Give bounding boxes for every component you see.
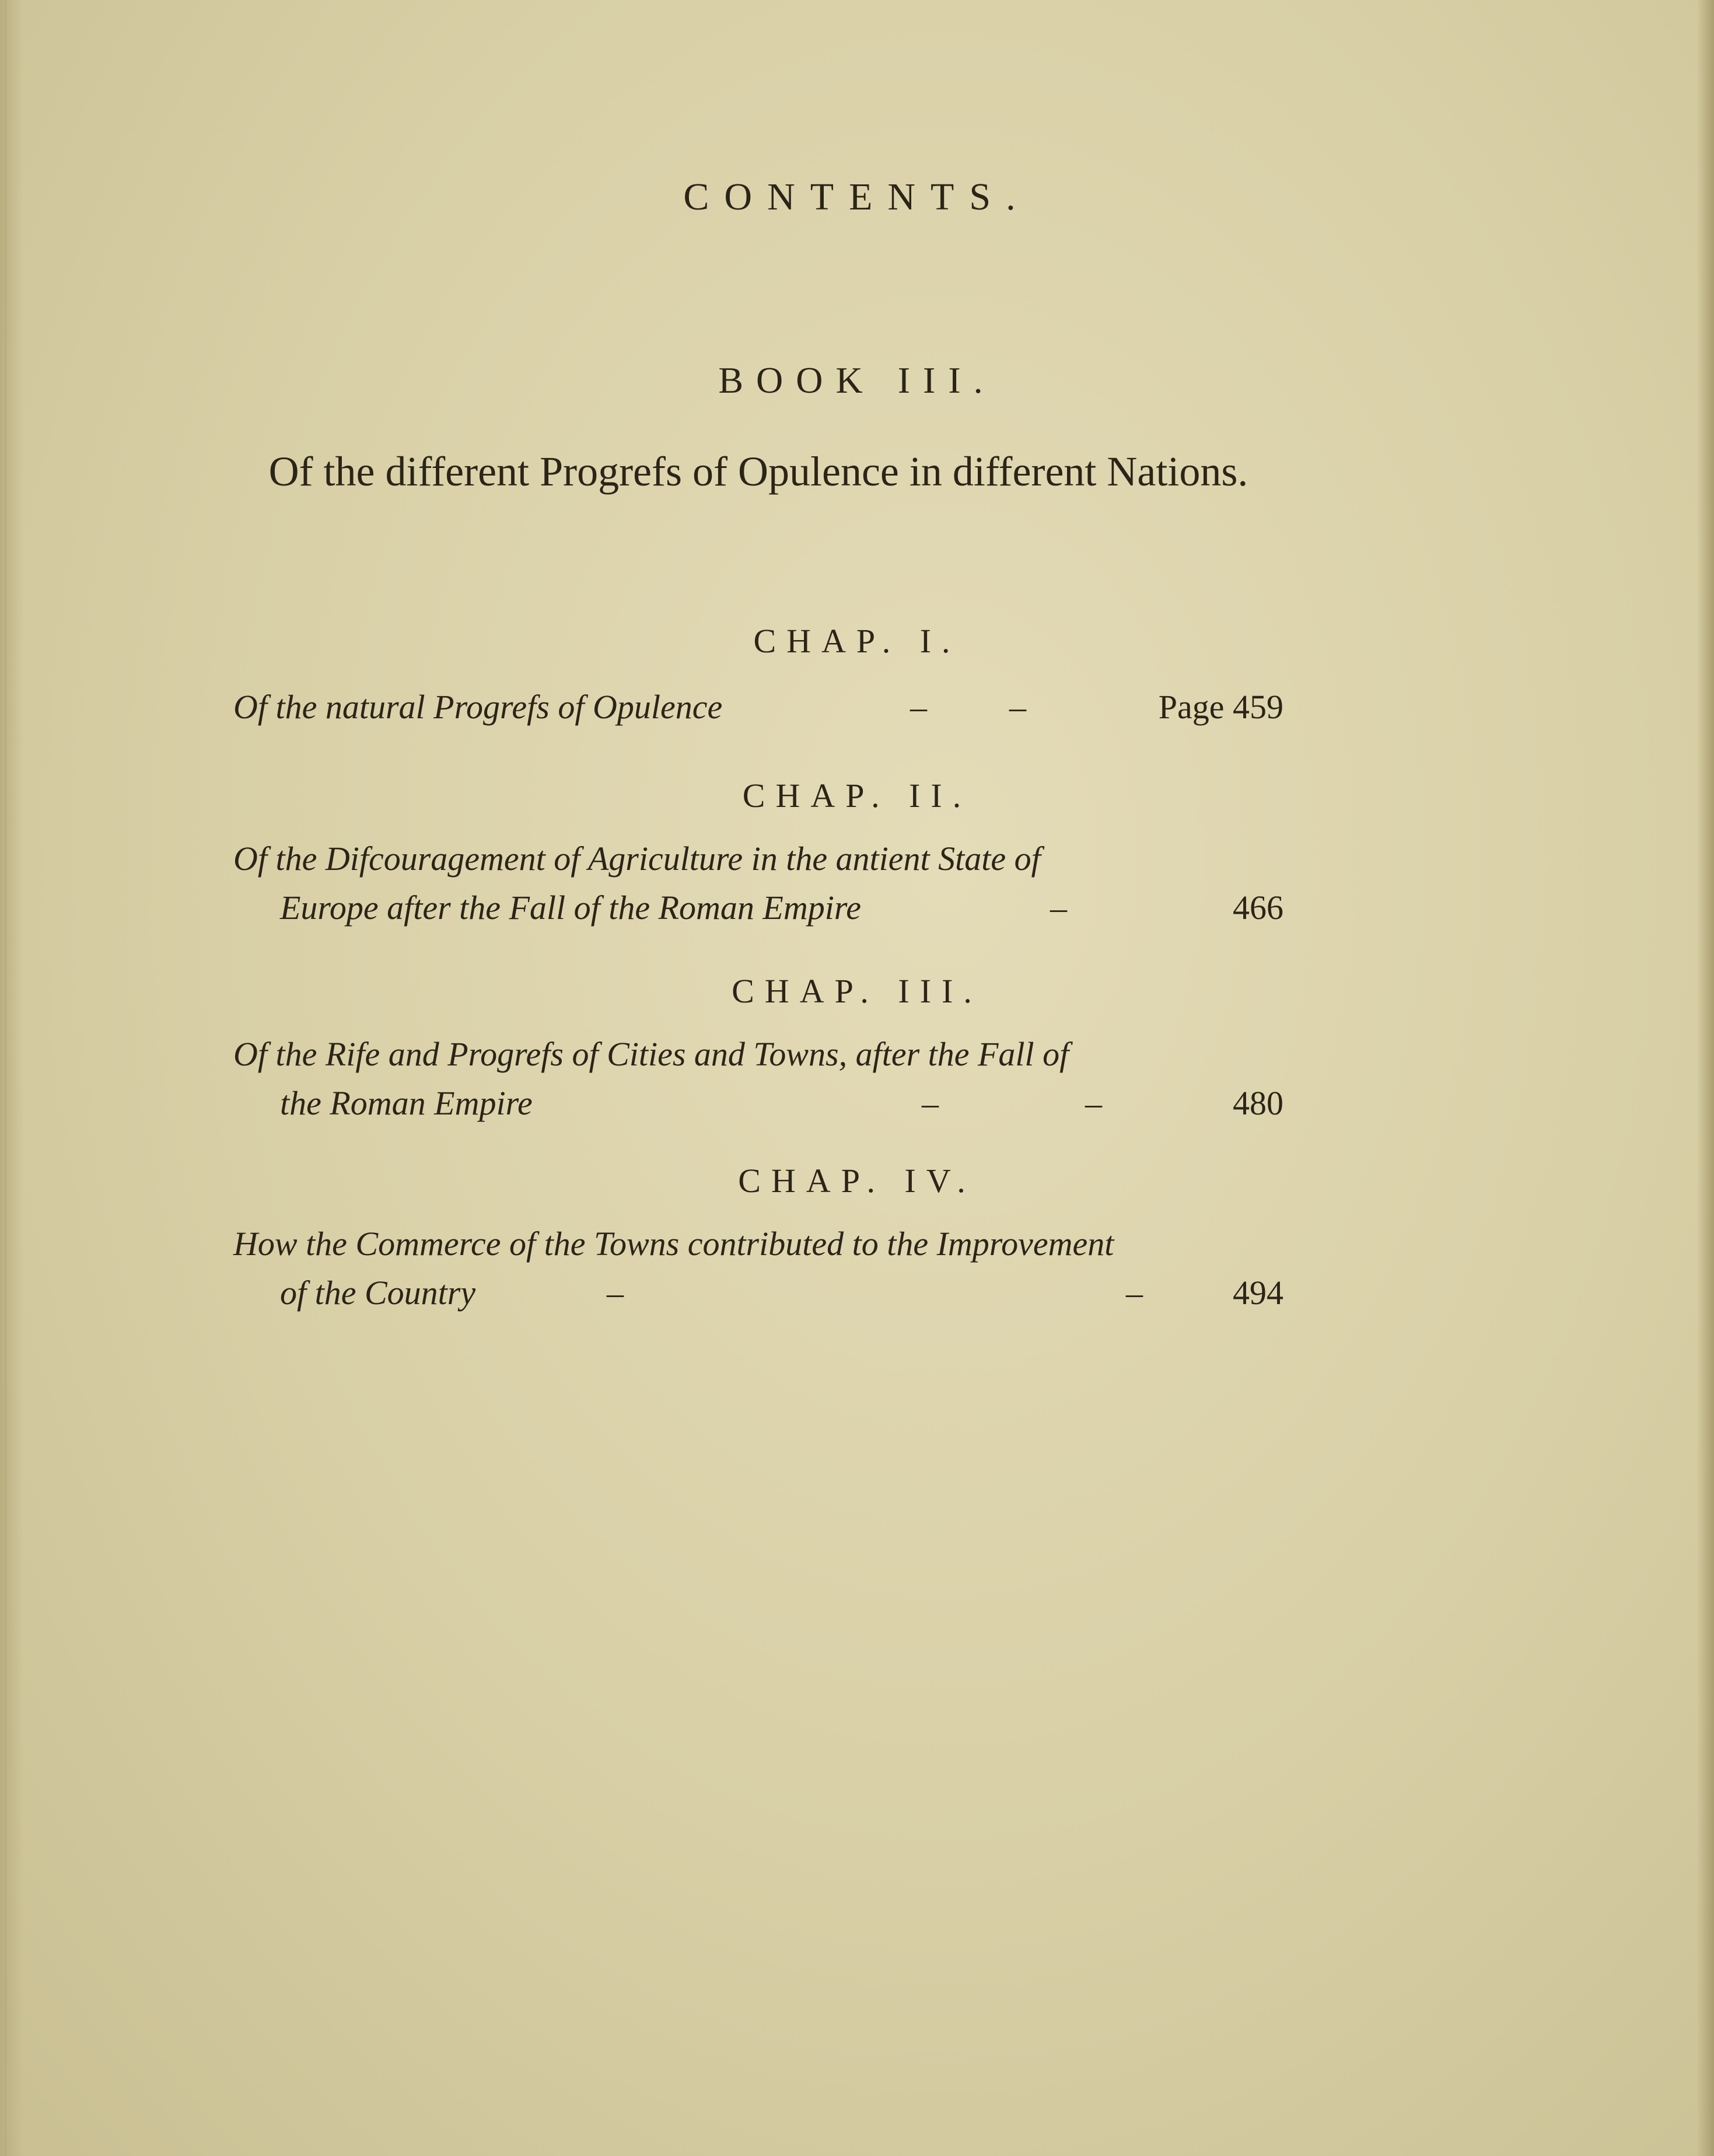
page-edge-right — [1696, 0, 1714, 2156]
leader-dash: – — [1085, 1084, 1102, 1122]
leader-dash: – — [922, 1084, 939, 1122]
chapter-3-title-line-1: Of the Rife and Progrefs of Cities and Towns, after the Fall of — [233, 1035, 1069, 1073]
chapter-4-line-1 — [233, 1219, 1283, 1269]
chapter-3-entry — [233, 1030, 1283, 1128]
chapter-2-heading: CHAP. II. — [742, 777, 972, 815]
leader-dash: – — [1126, 1274, 1143, 1312]
chapter-2-page: 466 — [1233, 889, 1283, 927]
chapter-2-title-line-2: Europe after the Fall of the Roman Empire — [280, 889, 862, 927]
chapter-1-title: Of the natural Progrefs of Opulence — [233, 688, 723, 726]
chapter-4-entry — [233, 1219, 1283, 1318]
chapter-4-line-2 — [233, 1269, 1283, 1318]
chapter-1-entry — [233, 683, 1283, 732]
book-title: BOOK III. — [718, 359, 996, 401]
chapter-4-heading: CHAP. IV. — [738, 1162, 976, 1200]
binding-line — [5, 0, 6, 2156]
leader-dash: – — [910, 688, 927, 726]
chapter-3-line-1 — [233, 1030, 1283, 1079]
chapter-2-title-line-1: Of the Difcouragement of Agriculture in the antient State of — [233, 840, 1041, 878]
chapter-3-line-2 — [233, 1079, 1283, 1128]
chapter-4-page: 494 — [1233, 1274, 1283, 1312]
chapter-4-title-line-2: of the Country — [280, 1274, 476, 1312]
chapter-3-heading: CHAP. III. — [732, 972, 982, 1010]
chapter-2-entry — [233, 834, 1283, 932]
chapter-1-page: Page 459 — [1158, 688, 1283, 726]
chapter-2-line-1 — [233, 834, 1283, 883]
chapter-1-line-1 — [233, 683, 1283, 732]
page-edge-left — [0, 0, 23, 2156]
chapter-1-heading: CHAP. I. — [753, 622, 961, 660]
leader-dash: – — [607, 1274, 624, 1312]
chapter-3-page: 480 — [1233, 1084, 1283, 1122]
chapter-3-title-line-2: the Roman Empire — [280, 1084, 533, 1122]
leader-dash: – — [1009, 688, 1026, 726]
chapter-4-title-line-1: How the Commerce of the Towns contributed to the Improvement — [233, 1225, 1114, 1263]
contents-heading: CONTENTS. — [683, 176, 1031, 218]
chapter-2-line-2 — [233, 883, 1283, 932]
leader-dash: – — [1050, 889, 1067, 927]
book-subtitle: Of the different Progrefs of Opulence in different Nations. — [268, 448, 1248, 495]
